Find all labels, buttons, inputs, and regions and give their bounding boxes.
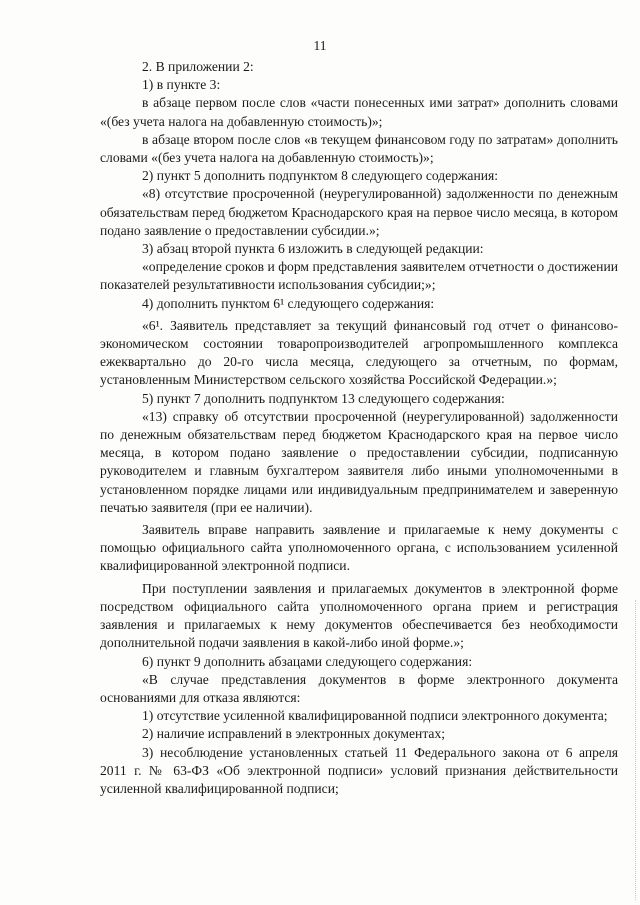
paragraph: 3) несоблюдение установленных статьей 11 Федерального закона от 6 апреля 2011 г. № 63-ФЗ «Об электронной подписи» условий признания действительности усиленной квалифицированной подписи;: [100, 744, 618, 796]
paragraph: 1) отсутствие усиленной квалифицированной подписи электронного документа;: [142, 708, 608, 724]
paragraph: 3) абзац второй пункта 6 изложить в следующей редакции:: [142, 241, 484, 257]
paragraph: «13) справку об отсутствии просроченной (неурегулированной) задолженности по денежным обязательствам перед бюджетом Краснодарского края на первое число месяца, в котором подано заявление о предоставлении субсидии, подписанную руководителем и главным бухгалтером заявителя либо иными уполномоченными в установленном порядке лицами или индивидуальным предпринимателем и заверенную печатью заявителя (при ее наличии).: [100, 408, 618, 515]
paragraph: в абзаце первом после слов «части понесенных ими затрат» дополнить словами «(без учета налога на добавленную стоимость)»;: [100, 95, 618, 129]
paragraph: 2. В приложении 2:: [142, 59, 254, 74]
paragraph: 4) дополнить пунктом 6¹ следующего содержания:: [142, 295, 435, 311]
paragraph: 6) пункт 9 дополнить абзацами следующего содержания:: [142, 653, 473, 669]
paragraph: Заявитель вправе направить заявление и прилагаемые к нему документы с помощью официального сайта уполномоченного органа, с использованием усиленной квалифицированной электронной подписи.: [100, 522, 618, 574]
paragraph: При поступлении заявления и прилагаемых документов в электронной форме посредством официального сайта уполномоченного органа прием и регистрация заявления и прилагаемых к нему документов обеспечивается без необходимости дополнительной подачи заявления в какой-либо иной форме.»;: [100, 580, 618, 651]
paragraph: в абзаце втором после слов «в текущем финансовом году по затратам» дополнить словами «(без учета налога на добавленную стоимость)»;: [100, 131, 618, 166]
paragraph: «В случае представления документов в форме электронного документа основаниями для отказа являются:: [100, 671, 618, 705]
paragraph: «8) отсутствие просроченной (неурегулированной) задолженности по денежным обязательствам перед бюджетом Краснодарского края на первое число месяца, в котором подано заявление о предоставлении субсидии.»;: [100, 186, 618, 238]
paragraph: 2) наличие исправлений в электронных документах;: [142, 726, 446, 742]
paragraph: 2) пункт 5 дополнить подпунктом 8 следующего содержания:: [142, 168, 499, 184]
paragraph: 5) пункт 7 дополнить подпунктом 13 следующего содержания:: [142, 390, 505, 406]
paragraph: «определение сроков и форм представления заявителем отчетности о достижении показателей результативности использования субсидии;»;: [100, 259, 618, 293]
scan-edge-marks: [633, 600, 636, 900]
paragraph: «6¹. Заявитель представляет за текущий финансовый год отчет о финансово-экономическом состоянии товаропроизводителей агропромышленного комплекса ежеквартально до 20-го числа месяца, следующего за отчетным, по формам, установленным Министерством сельского хозяйства Российской Федерации.»;: [100, 317, 618, 388]
page-number: 11: [313, 38, 327, 53]
paragraph: 1) в пункте 3:: [142, 77, 221, 93]
document-body: [100, 58, 618, 798]
